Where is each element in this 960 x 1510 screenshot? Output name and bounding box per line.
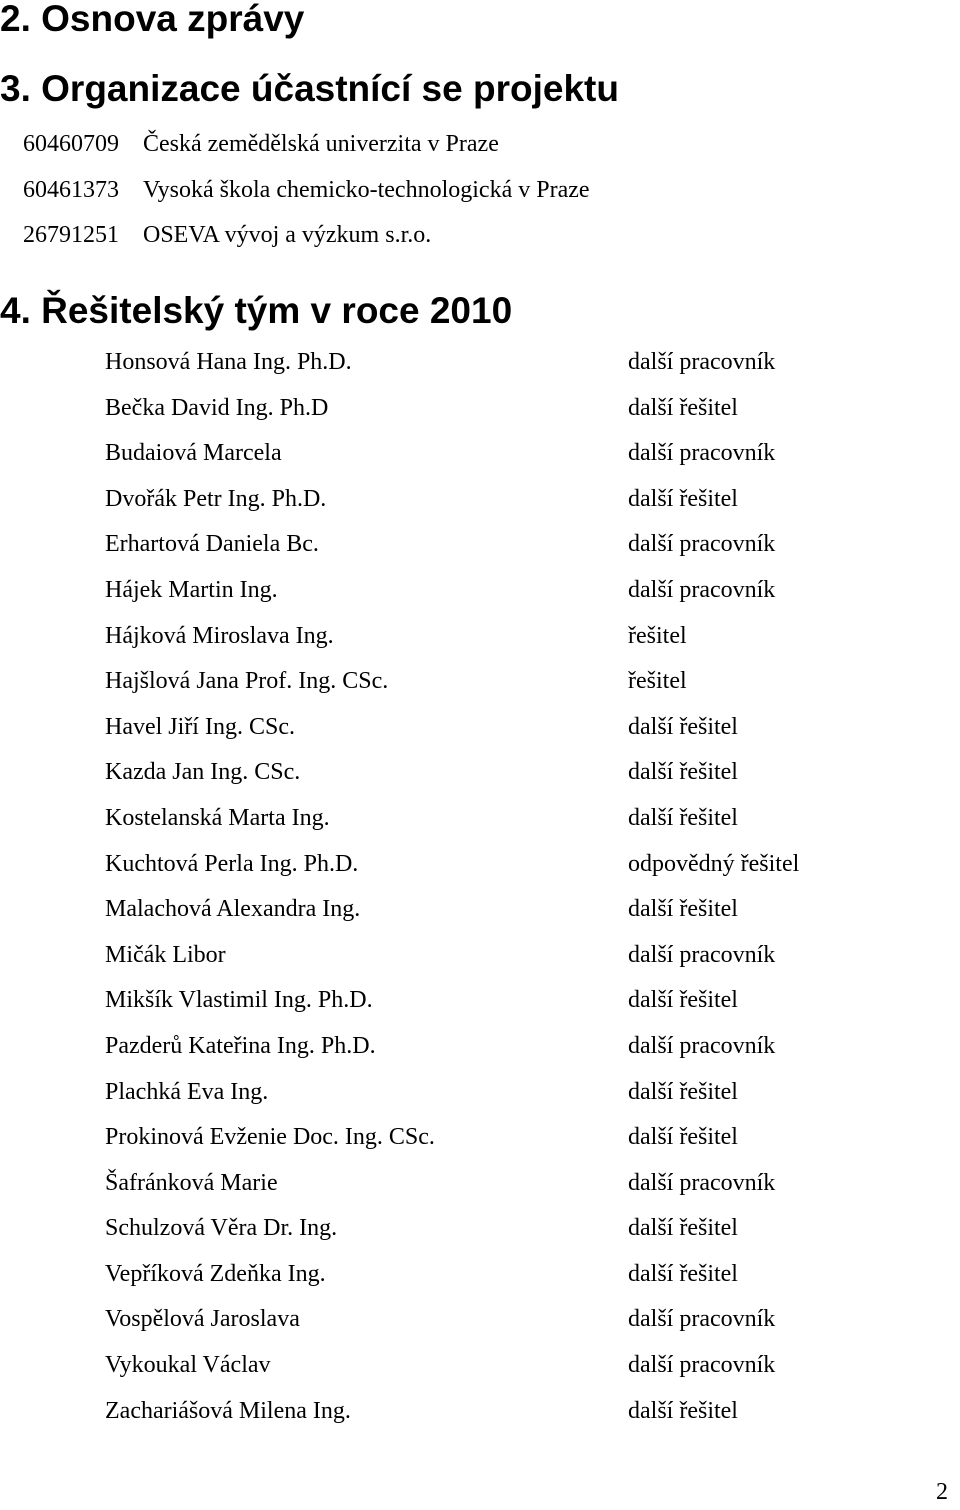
team-member-row bbox=[105, 1024, 945, 1070]
member-role: další řešitel bbox=[628, 987, 738, 1014]
member-role: řešitel bbox=[628, 622, 687, 649]
team-member-row bbox=[105, 431, 945, 477]
organization-name: Česká zemědělská univerzita v Praze bbox=[143, 131, 499, 157]
member-name: Kazda Jan Ing. CSc. bbox=[105, 759, 301, 786]
member-name: Honsová Hana Ing. Ph.D. bbox=[105, 349, 352, 375]
organization-item bbox=[23, 122, 923, 168]
team-member-row bbox=[105, 933, 945, 979]
member-role: další pracovník bbox=[628, 1169, 776, 1196]
member-role: další pracovník bbox=[628, 941, 776, 968]
team-member-row bbox=[105, 522, 945, 568]
member-name: Šafránková Marie bbox=[105, 1169, 278, 1196]
member-name: Vepříková Zdeňka Ing. bbox=[105, 1260, 326, 1287]
section-heading-team: 4. Řešitelský tým v roce 2010 bbox=[0, 290, 513, 331]
member-name: Hájková Miroslava Ing. bbox=[105, 622, 334, 649]
team-member-row bbox=[105, 1343, 945, 1389]
member-role: další řešitel bbox=[628, 1260, 738, 1287]
member-role: další pracovník bbox=[628, 576, 776, 603]
member-role: řešitel bbox=[628, 668, 687, 695]
member-role: další pracovník bbox=[628, 1352, 776, 1379]
member-role: další řešitel bbox=[628, 713, 738, 740]
member-name: Bečka David Ing. Ph.D bbox=[105, 394, 329, 421]
organization-code: 60461373 bbox=[23, 176, 119, 203]
member-name: Kostelanská Marta Ing. bbox=[105, 804, 330, 831]
team-list bbox=[105, 340, 945, 1434]
team-member-row bbox=[105, 1206, 945, 1252]
member-role: odpovědný řešitel bbox=[628, 850, 800, 877]
team-member-row bbox=[105, 340, 945, 386]
organization-name: OSEVA vývoj a výzkum s.r.o. bbox=[143, 222, 432, 248]
team-member-row bbox=[105, 705, 945, 751]
member-role: další řešitel bbox=[628, 1078, 738, 1105]
member-name: Hajšlová Jana Prof. Ing. CSc. bbox=[105, 668, 389, 695]
team-member-row bbox=[105, 796, 945, 842]
organization-code: 60460709 bbox=[23, 131, 119, 157]
member-role: další řešitel bbox=[628, 896, 738, 923]
organization-list bbox=[23, 122, 923, 259]
team-member-row bbox=[105, 1115, 945, 1161]
member-role: další pracovník bbox=[628, 1306, 776, 1333]
team-member-row bbox=[105, 659, 945, 705]
member-name: Havel Jiří Ing. CSc. bbox=[105, 713, 295, 740]
member-name: Erhartová Daniela Bc. bbox=[105, 531, 319, 558]
member-role: další řešitel bbox=[628, 394, 738, 421]
member-name: Budaiová Marcela bbox=[105, 440, 282, 467]
section-heading-organizations: 3. Organizace účastnící se projektu bbox=[0, 68, 619, 109]
team-member-row bbox=[105, 477, 945, 523]
team-member-row bbox=[105, 614, 945, 660]
team-member-row bbox=[105, 842, 945, 888]
team-member-row bbox=[105, 1252, 945, 1298]
team-member-row bbox=[105, 1389, 945, 1435]
member-name: Mičák Libor bbox=[105, 941, 226, 968]
team-member-row bbox=[105, 750, 945, 796]
member-role: další řešitel bbox=[628, 1215, 738, 1242]
member-name: Schulzová Věra Dr. Ing. bbox=[105, 1215, 338, 1242]
team-member-row bbox=[105, 386, 945, 432]
member-name: Prokinová Evženie Doc. Ing. CSc. bbox=[105, 1124, 435, 1151]
organization-code: 26791251 bbox=[23, 222, 119, 248]
member-role: další řešitel bbox=[628, 485, 738, 512]
team-member-row bbox=[105, 1161, 945, 1207]
member-name: Plachká Eva Ing. bbox=[105, 1078, 269, 1105]
team-member-row bbox=[105, 887, 945, 933]
team-member-row bbox=[105, 1297, 945, 1343]
page-number: 2 bbox=[936, 1479, 948, 1505]
team-member-row bbox=[105, 568, 945, 614]
member-role: další pracovník bbox=[628, 440, 776, 467]
team-member-row bbox=[105, 978, 945, 1024]
member-name: Hájek Martin Ing. bbox=[105, 576, 278, 603]
member-name: Kuchtová Perla Ing. Ph.D. bbox=[105, 850, 359, 877]
member-name: Vykoukal Václav bbox=[105, 1352, 271, 1379]
team-member-row bbox=[105, 1070, 945, 1116]
member-role: další pracovník bbox=[628, 531, 776, 558]
organization-name: Vysoká škola chemicko-technologická v Praze bbox=[143, 176, 590, 203]
member-role: další řešitel bbox=[628, 1124, 738, 1151]
member-name: Pazderů Kateřina Ing. Ph.D. bbox=[105, 1032, 376, 1059]
member-name: Mikšík Vlastimil Ing. Ph.D. bbox=[105, 987, 373, 1014]
member-name: Dvořák Petr Ing. Ph.D. bbox=[105, 485, 327, 512]
member-name: Malachová Alexandra Ing. bbox=[105, 896, 361, 923]
organization-item bbox=[23, 168, 923, 214]
member-name: Vospělová Jaroslava bbox=[105, 1306, 300, 1333]
member-role: další pracovník bbox=[628, 1032, 776, 1059]
section-heading-outline: 2. Osnova zprávy bbox=[0, 0, 305, 39]
member-name: Zachariášová Milena Ing. bbox=[105, 1397, 351, 1424]
member-role: další řešitel bbox=[628, 804, 738, 831]
member-role: další řešitel bbox=[628, 1397, 738, 1424]
member-role: další řešitel bbox=[628, 759, 738, 786]
organization-item bbox=[23, 213, 923, 259]
member-role: další pracovník bbox=[628, 349, 776, 375]
